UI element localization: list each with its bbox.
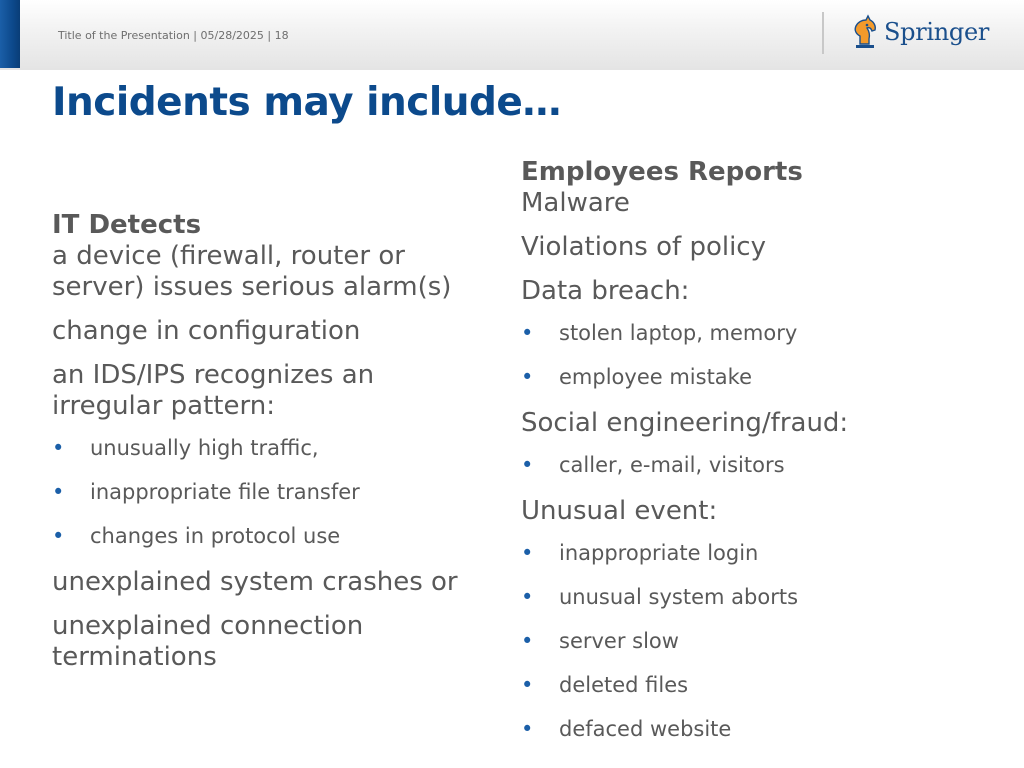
knight-icon [850, 14, 880, 52]
paragraph-item: Data breach: [521, 276, 690, 306]
paragraph-item: unexplained system crashes or [52, 567, 458, 597]
bullet-text: stolen laptop, memory [559, 321, 798, 345]
presentation-meta: Title of the Presentation | 05/28/2025 | 18 [58, 29, 289, 42]
bullet-dot-icon: • [521, 365, 534, 389]
bullet-text: inappropriate login [559, 541, 759, 565]
bullet-text: defaced website [559, 717, 732, 741]
bullet-text: unusually high traffic, [90, 436, 319, 460]
bullet-item [521, 452, 961, 478]
accent-stripe [0, 0, 20, 68]
paragraph-item: change in configuration [52, 316, 361, 346]
bullet-dot-icon: • [52, 436, 65, 460]
bullet-text: unusual system aborts [559, 585, 799, 609]
bullet-text: inappropriate file transfer [90, 480, 360, 504]
bullet-dot-icon: • [521, 717, 534, 741]
bullet-item [521, 716, 961, 742]
header-divider [822, 12, 824, 54]
bullet-item [521, 628, 961, 654]
bullet-dot-icon: • [52, 524, 65, 548]
paragraph-item: Violations of policy [521, 232, 766, 262]
column-heading: IT Detects [52, 210, 202, 240]
bullet-item [52, 435, 492, 461]
bullet-item [521, 540, 961, 566]
it-detects-column [52, 210, 492, 686]
bullet-item [521, 672, 961, 698]
paragraph-item: Social engineering/fraud: [521, 408, 849, 438]
bullet-item [521, 584, 961, 610]
column-heading: Employees Reports [521, 157, 803, 187]
employees-reports-column [521, 157, 961, 760]
content-list [521, 188, 961, 742]
bullet-item [52, 479, 492, 505]
bullet-item [521, 320, 961, 346]
slide-title: Incidents may include… [52, 80, 561, 125]
bullet-dot-icon: • [521, 673, 534, 697]
paragraph-item: a device (firewall, router or server) issues serious alarm(s) [52, 241, 452, 302]
bullet-text: changes in protocol use [90, 524, 341, 548]
springer-logo [850, 14, 990, 54]
bullet-text: caller, e-mail, visitors [559, 453, 785, 477]
bullet-text: deleted files [559, 673, 689, 697]
content-list [52, 241, 492, 673]
bullet-dot-icon: • [521, 629, 534, 653]
bullet-text: server slow [559, 629, 679, 653]
bullet-item [52, 523, 492, 549]
logo-wordmark: Springer [884, 18, 990, 46]
bullet-dot-icon: • [521, 585, 534, 609]
paragraph-item: an IDS/IPS recognizes an irregular pattern: [52, 360, 375, 421]
slide-header [0, 0, 1024, 70]
bullet-item [521, 364, 961, 390]
bullet-dot-icon: • [521, 453, 534, 477]
bullet-dot-icon: • [52, 480, 65, 504]
paragraph-item: Unusual event: [521, 496, 718, 526]
paragraph-item: Malware [521, 188, 630, 218]
bullet-text: employee mistake [559, 365, 752, 389]
bullet-dot-icon: • [521, 541, 534, 565]
paragraph-item: unexplained connection terminations [52, 611, 364, 672]
bullet-dot-icon: • [521, 321, 534, 345]
